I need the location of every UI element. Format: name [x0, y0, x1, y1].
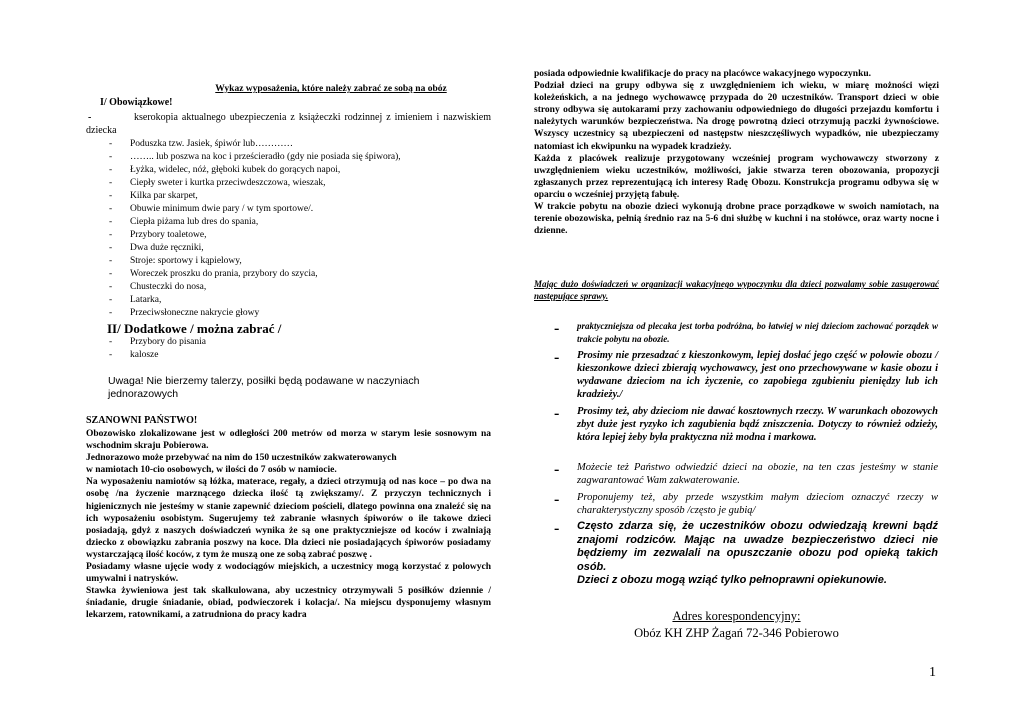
uwaga-note: Uwaga! Nie bierzemy talerzy, posiłki będą podawane w naczyniach jednorazowych: [108, 375, 420, 400]
paragraph: Posiadamy własne ujęcie wody z wodociągów miejskich, a uczestnicy mogą korzystać z polowych umywalni i natrysków.: [86, 562, 491, 585]
list-item: - Latarka,: [109, 295, 162, 305]
address: Obóz KH ZHP Żagań 72-346 Pobierowo: [634, 626, 839, 640]
list-item: - Przybory do pisania: [109, 337, 206, 347]
mandatory-items-list: [86, 138, 491, 320]
list-item: - Chusteczki do nosa,: [109, 282, 207, 292]
kserokopia-item: [86, 111, 491, 137]
paragraph: posiada odpowiednie kwalifikacje do pracy na placówce wakacyjnego wypoczynku.: [534, 69, 872, 79]
paragraph: W trakcie pobytu na obozie dzieci wykonują drobne prace porządkowe w swoich namiotach, na terenie obozowiska, pełnią średnio raz na 5-6 dni służbę w kuchni i na stołówce, oraz warty nocne i dzienne.: [534, 202, 939, 237]
paragraph: Stawka żywieniowa jest tak skalkulowana, aby uczestnicy otrzymywali 5 posiłków dziennie /śniadanie, drugie śniadanie, obiad, podwieczorek i kolacja/. Na miejscu dysponujemy własnym lekarzem, ratownikami, a zatrudniona do pracy kadra: [86, 586, 491, 621]
kserokopia-text: kserokopia aktualnego ubezpieczenia z książeczki rodzinnej z imieniem i nazwiskiem dziecka: [86, 112, 491, 136]
left-body-text: [86, 428, 491, 622]
list-dash: -: [88, 112, 92, 123]
list-item: - Stroje: sportowy i kąpielowy,: [109, 256, 242, 266]
list-item: - Przeciwsłoneczne nakrycie głowy: [109, 308, 260, 318]
section-dodatkowe-heading: II/ Dodatkowe / można zabrać /: [107, 321, 282, 336]
optional-items-list: [86, 336, 491, 362]
suggestions-intro: Mając dużo doświadczeń w organizacji wakacyjnego wypoczynku dla dzieci pozwalamy sobie zasugerować następujące sprawy.: [534, 279, 939, 301]
list-item: - Dwa duże ręczniki,: [109, 243, 204, 253]
list-item: - Poduszka tzw. Jasiek, śpiwór lub…………: [109, 139, 293, 149]
list-item: - Kilka par skarpet,: [109, 191, 198, 201]
recommendation-text: Często zdarza się, że uczestników obozu odwiedzają krewni bądź znajomi rodziców. Mając na uwadze bezpieczeństwo dzieci nie będziemy im zezwalali na opuszczanie obozu pod opieką takich osób.: [577, 520, 938, 573]
list-item: - Łyżka, widelec, nóż, głęboki kubek do gorących napoi,: [109, 165, 341, 175]
list-item: - Ciepły sweter i kurtka przeciwdeszczowa, wieszak,: [109, 178, 326, 188]
paragraph: Obozowisko zlokalizowane jest w odległości 200 metrów od morza w starym lesie sosnowym na wschodnim skraju Pobierowa.: [86, 429, 491, 452]
page-number: 1: [929, 665, 936, 680]
right-body-text: [534, 68, 939, 237]
paragraph: Na wyposażeniu namiotów są łóżka, materace, regały, a dzieci otrzymują od nas koce – po dwa na osobę /na życzenie marznącego dziecka ilość tą zwiększamy/. Z przyczyn technicznych i higienicznych nie jesteśmy w stanie zapewnić dzieciom pościeli, dlatego powinna ona znaleźć się na ich wyposażeniu osobistym. Sugerujemy też zabranie własnych śpiworów o ile takowe dzieci posiadają, gdyż z naszych doświadczeń wynika że są one praktyczniejsze od koców i zwalniają dziecko z obowiązku zabrania poszwy na koce. Dla dzieci nie posiadających śpiworów posiadamy wystarczającą ilość koców, z tym że muszą one ze sobą zabrać poszwę .: [86, 477, 491, 560]
greeting-heading: SZANOWNI PAŃSTWO!: [86, 415, 198, 426]
paragraph: Podział dzieci na grupy odbywa się z uwzględnieniem ich wieku, w miarę możności więzi koleżeńskich, a na jednego wychowawcę przypada do 20 uczestników. Transport dzieci w obie strony odbywa się autokarami przy zachowaniu odpowiedniego do długości przejazdu komfortu i należytych warunków bezpieczeństwa. Na drogę powrotną dzieci otrzymują paczki żywnościowe. Wszyscy uczestnicy są ubezpieczeni od następstw nieszczęśliwych wypadków, nie ubezpieczamy natomiast ich ekwipunku na wypadek kradzieży.: [534, 81, 939, 152]
paragraph: w namiotach 10-cio osobowych, w ilości do 7 osób w namiocie.: [86, 465, 337, 476]
paragraph: Każda z placówek realizuje przygotowany wcześniej program wychowawczy stworzony z uwzględnieniem wieku uczestników, możliwości, jakie stwarza teren obozowania, propozycji zgłaszanych przez reprezentującą ich interesy Radę Obozu. Konstrukcja programu odbywa się w oparciu o wcześniej przyjętą fabułę.: [534, 153, 939, 200]
section-obowiazkowe-heading: I/ Obowiązkowe!: [100, 97, 173, 108]
list-item: - kalosze: [109, 350, 159, 360]
list-item: - Przybory toaletowe,: [109, 230, 207, 240]
list-item: - Ciepła piżama lub dres do spania,: [109, 217, 259, 227]
recommendation-text-emphasis: Dzieci z obozu mogą wziąć tylko pełnoprawni opiekunowie.: [577, 574, 887, 587]
list-item: - Obuwie minimum dwie pary / w tym sportowe/.: [109, 204, 314, 214]
list-item: - Woreczek proszku do prania, przybory do szycia,: [109, 269, 318, 279]
address-label: Adres korespondencyjny:: [672, 609, 801, 623]
list-title: Wykaz wyposażenia, które należy zabrać ze sobą na obóz: [215, 84, 447, 94]
list-item: - …….. lub poszwa na koc i prześcieradło (gdy nie posiada się śpiwora),: [109, 152, 401, 162]
paragraph: Jednorazowo może przebywać na nim do 150 uczestników zakwaterowanych: [86, 453, 397, 464]
